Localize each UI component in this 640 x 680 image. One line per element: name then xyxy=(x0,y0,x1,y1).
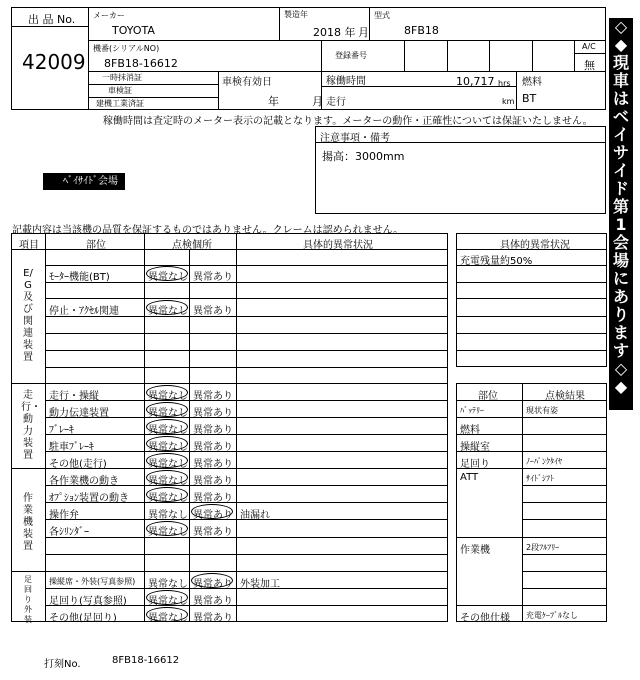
rb-work-value: 2段ﾌﾙﾌﾘｰ xyxy=(526,543,560,552)
maker-label: メーカー xyxy=(93,11,125,20)
abnormal-drive: 異常あり xyxy=(193,391,233,402)
month-label: 月 xyxy=(358,26,369,39)
cert-3: 建機工業済証 xyxy=(96,99,144,108)
serial-value: 8FB18-16612 xyxy=(104,57,178,70)
part-drive: 走行・操縦 xyxy=(49,391,99,402)
rb-foot-value: ﾉｰﾊﾟﾝｸﾀｲﾔ xyxy=(526,457,562,466)
part-work: 各作業機の動き xyxy=(49,476,119,487)
remarks-title: 注意事項・備考 xyxy=(320,133,390,144)
rb-other-value: 充電ｹｰﾌﾞﾙなし xyxy=(526,611,578,620)
normal-power: 異常なし xyxy=(148,408,188,419)
normal-drive: 異常なし xyxy=(148,391,188,402)
abnormal-work: 異常あり xyxy=(193,476,233,487)
part-option: ｵﾌﾟｼｮﾝ装置の動き xyxy=(49,493,129,504)
abnormal-foot: 異常あり xyxy=(193,596,233,607)
normal-work: 異常なし xyxy=(148,476,188,487)
abnormal-valve: 異常あり xyxy=(193,510,233,521)
circle-normal-power xyxy=(146,402,188,417)
part-stop: 停止・ｱｸｾﾙ関連 xyxy=(49,306,119,317)
part-other-drive: その他(走行) xyxy=(49,459,107,470)
normal-exterior: 異常なし xyxy=(148,579,188,590)
rb-fuel: 燃料 xyxy=(460,425,480,436)
normal-brake: 異常なし xyxy=(148,425,188,436)
part-other-foot: その他(足回り) xyxy=(49,613,117,624)
right-detail-line1: 充電残量約50% xyxy=(460,256,533,267)
part-foot: 足回り(写真参照) xyxy=(49,596,127,607)
part-park: 駐車ﾌﾞﾚｰｷ xyxy=(49,442,94,453)
maker-value: TOYOTA xyxy=(112,24,155,37)
footer-value: 8FB18-16612 xyxy=(112,655,180,666)
part-motor: ﾓｰﾀｰ機能(BT) xyxy=(49,272,110,283)
circle-normal-option xyxy=(146,487,188,502)
normal-option: 異常なし xyxy=(148,493,188,504)
abnormal-option: 異常あり xyxy=(193,493,233,504)
abnormal-stop: 異常あり xyxy=(193,306,233,317)
circle-normal-other-drive xyxy=(146,453,188,468)
circle-normal-cyl xyxy=(146,521,188,536)
circle-abnormal-valve xyxy=(191,504,233,519)
circle-normal-other-foot xyxy=(146,607,188,622)
th-part: 部位 xyxy=(86,240,106,251)
rb-foot: 足回り xyxy=(460,459,490,470)
travel-label: 走行 xyxy=(326,97,346,108)
th-item: 項目 xyxy=(19,240,39,251)
part-exterior: 操縦席・外装(写真参照) xyxy=(49,577,136,586)
ac-value: 無 xyxy=(584,59,595,72)
lot-number: 42009 xyxy=(22,50,86,74)
circle-normal-stop xyxy=(146,300,188,315)
circle-normal-park xyxy=(146,436,188,451)
circle-normal-foot xyxy=(146,590,188,605)
model-value: 8FB18 xyxy=(404,24,439,37)
fuel-label: 燃料 xyxy=(522,77,542,88)
detail-valve: 油漏れ xyxy=(240,510,270,521)
abnormal-other-foot: 異常あり xyxy=(193,613,233,624)
footer-label: 打刻No. xyxy=(44,659,81,670)
right-detail-header: 具体的異常状況 xyxy=(500,240,570,251)
abnormal-exterior: 異常あり xyxy=(193,579,233,590)
rb-other: その他仕様 xyxy=(460,613,510,624)
hours-value: 10,717 xyxy=(456,75,495,88)
part-valve: 操作弁 xyxy=(49,510,79,521)
cert-2: 車検証 xyxy=(108,86,132,95)
model-label: 型式 xyxy=(374,11,390,20)
normal-other-drive: 異常なし xyxy=(148,459,188,470)
inspection-year: 年 xyxy=(268,95,279,108)
rb-battery-value: 現状有姿 xyxy=(526,406,558,415)
circle-normal-drive xyxy=(146,385,188,400)
normal-foot: 異常なし xyxy=(148,596,188,607)
rb-work: 作業機 xyxy=(460,545,490,556)
normal-other-foot: 異常なし xyxy=(148,613,188,624)
reg-label: 登録番号 xyxy=(335,51,367,60)
year-value: 2018 年 xyxy=(313,26,356,39)
abnormal-brake: 異常あり xyxy=(193,425,233,436)
abnormal-cyl: 異常あり xyxy=(193,527,233,538)
section-exterior: 足回り外装 xyxy=(24,575,32,624)
section-drive: 走行・動力装置 xyxy=(21,390,41,461)
th-detail: 具体的異常状況 xyxy=(303,240,373,251)
venue-badge: ﾍﾞｲｻｲﾄﾞ会場 xyxy=(43,173,125,190)
rb-cabin: 操縦室 xyxy=(460,442,490,453)
normal-motor: 異常なし xyxy=(148,272,188,283)
hours-unit: hrs xyxy=(498,79,511,88)
year-label: 製造年 xyxy=(284,10,308,19)
section-engine: E/G及び関連装置 xyxy=(23,268,33,363)
part-power: 動力伝達装置 xyxy=(49,408,109,419)
circle-normal-work xyxy=(146,470,188,485)
venue-side-banner: ◇◆現車はベイサイド第1会場にあります◇◆ xyxy=(609,18,633,410)
inspection-label: 車検有効日 xyxy=(222,77,272,88)
abnormal-park: 異常あり xyxy=(193,442,233,453)
lot-label: 出 品 No. xyxy=(28,13,76,26)
rb-h-result: 点検結果 xyxy=(545,391,585,402)
detail-exterior: 外装加工 xyxy=(240,579,280,590)
normal-park: 異常なし xyxy=(148,442,188,453)
section-work: 作業機装置 xyxy=(23,493,33,552)
rb-h-part: 部位 xyxy=(478,391,498,402)
km-unit: km xyxy=(502,97,515,106)
serial-label: 機番(シリアルNO) xyxy=(93,44,160,53)
disclaimer: 記載内容は当該機の品質を保証するものではありません。クレームは認められません。 xyxy=(12,225,404,236)
th-check: 点検個所 xyxy=(172,240,212,251)
rb-att-value: ｻｲﾄﾞｼﾌﾄ xyxy=(526,474,554,483)
circle-normal-motor xyxy=(146,266,188,281)
normal-stop: 異常なし xyxy=(148,306,188,317)
inspection-month: 月 xyxy=(312,95,323,108)
ac-label: A/C xyxy=(582,42,596,51)
rb-battery: ﾊﾞｯﾃﾘｰ xyxy=(460,406,484,415)
abnormal-power: 異常あり xyxy=(193,408,233,419)
abnormal-motor: 異常あり xyxy=(193,272,233,283)
normal-valve: 異常なし xyxy=(148,510,188,521)
cert-1: 一時抹消証 xyxy=(102,73,142,82)
circle-normal-brake xyxy=(146,419,188,434)
rb-att: ATT xyxy=(460,472,479,483)
remarks-text: 揚高：3000mm xyxy=(322,150,405,163)
meter-notice: 稼働時間は査定時のメーター表示の記載となります。メーターの動作・正確性については保証いたしません。 xyxy=(103,116,593,127)
part-cyl: 各ｼﾘﾝﾀﾞｰ xyxy=(49,527,89,538)
circle-abnormal-exterior xyxy=(191,573,233,588)
hours-label: 稼働時間 xyxy=(326,76,366,87)
part-brake: ﾌﾞﾚｰｷ xyxy=(49,425,74,436)
abnormal-other-drive: 異常あり xyxy=(193,459,233,470)
fuel-value: BT xyxy=(522,92,537,105)
normal-cyl: 異常なし xyxy=(148,527,188,538)
